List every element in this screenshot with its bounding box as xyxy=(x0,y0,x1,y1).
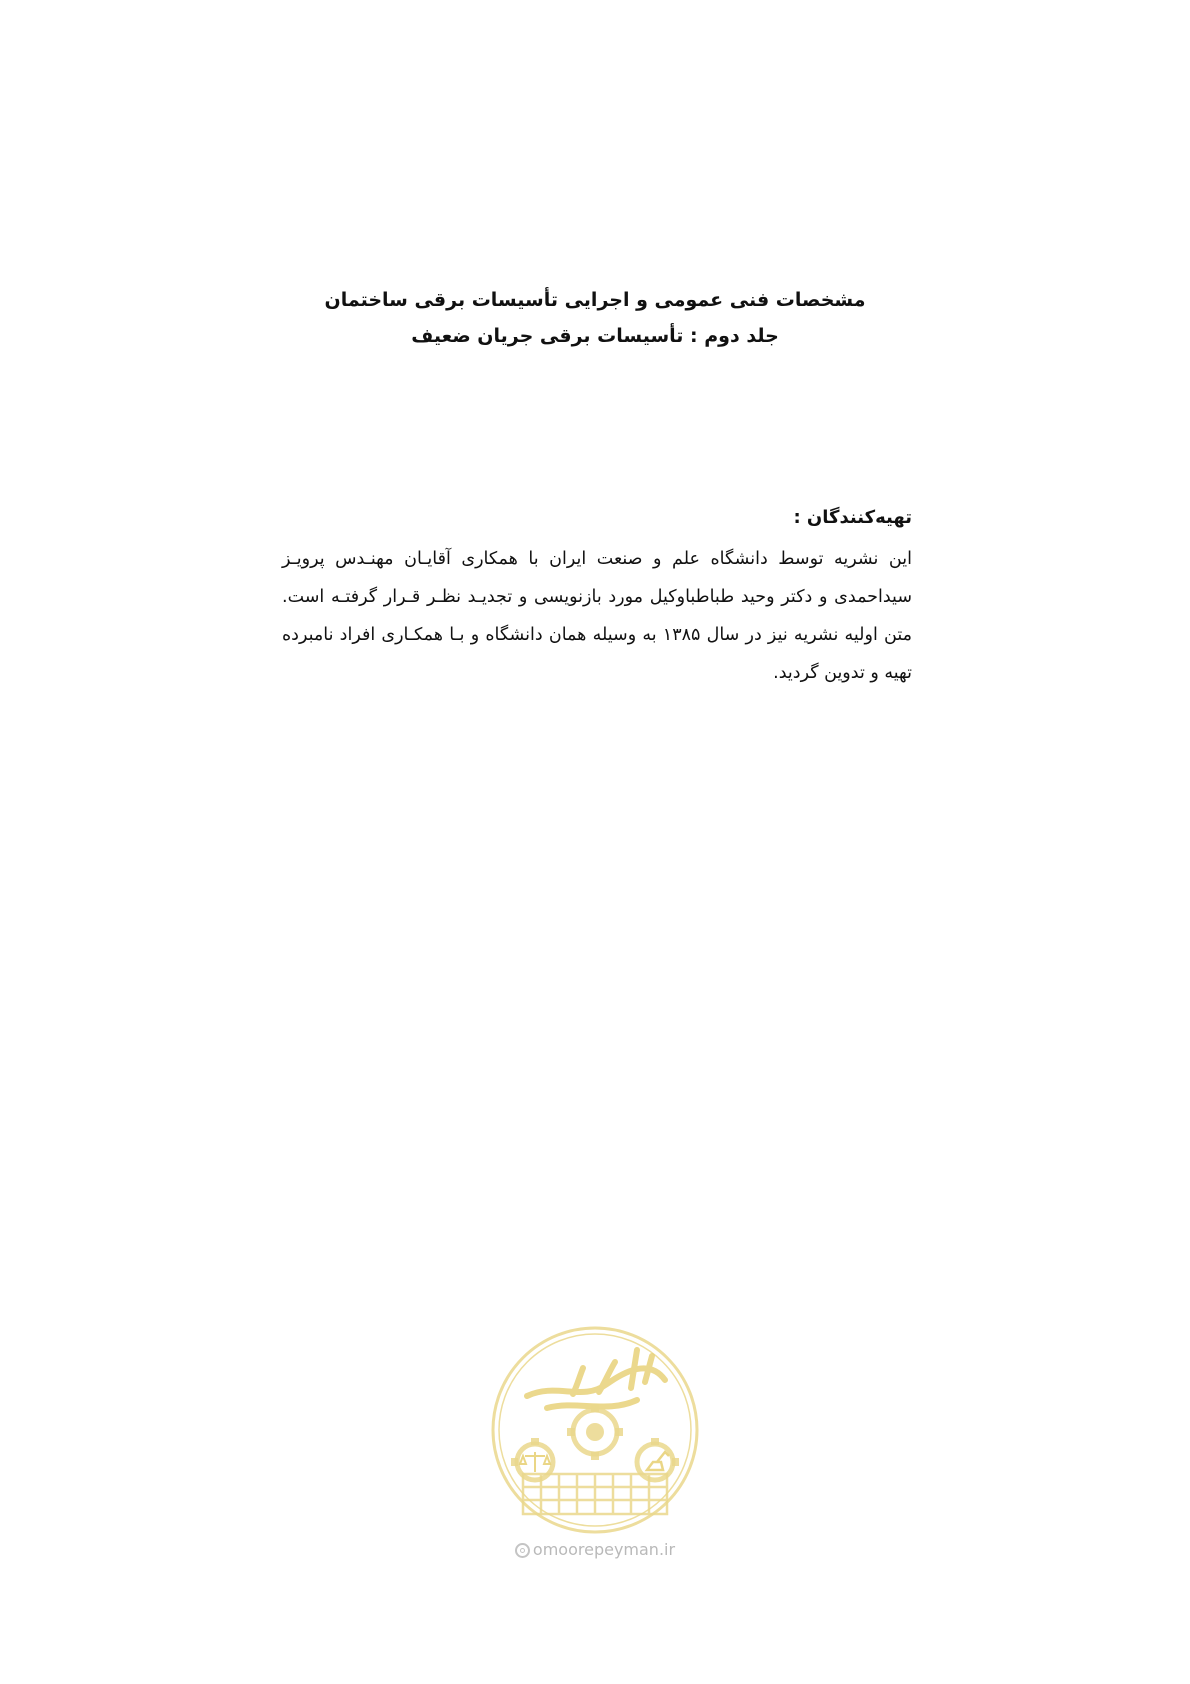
document-title: مشخصات فنی عمومی و اجرایی تأسیسات برقی ساختمان xyxy=(324,289,866,311)
at-sign-icon xyxy=(515,1543,530,1558)
watermark-url-text: omoorepeyman.ir xyxy=(532,1540,676,1559)
title-block xyxy=(0,282,1190,354)
credits-heading: تهیه‌کنندگان : xyxy=(793,507,912,528)
credits-section xyxy=(282,500,912,692)
document-subtitle: جلد دوم : تأسیسات برقی جریان ضعیف xyxy=(411,325,779,347)
watermark-url xyxy=(0,1540,1190,1559)
watermark-logo xyxy=(487,1322,703,1538)
credits-paragraph: این نشریه توسط دانشگاه علم و صنعت ایران با همکاری آقایـان مهنـدس پرویـز سیداحمدی و دکتر وحید طباطباوکیل مورد بازنویسی و تجدیـد نظـر قـرار گرفتـه است. متن اولیه نشریه نیز در سال ۱۳۸۵ به وسیله همان دانشگاه و بـا همکـاری افراد نامبرده تهیه و تدوین گردید. xyxy=(282,549,912,683)
